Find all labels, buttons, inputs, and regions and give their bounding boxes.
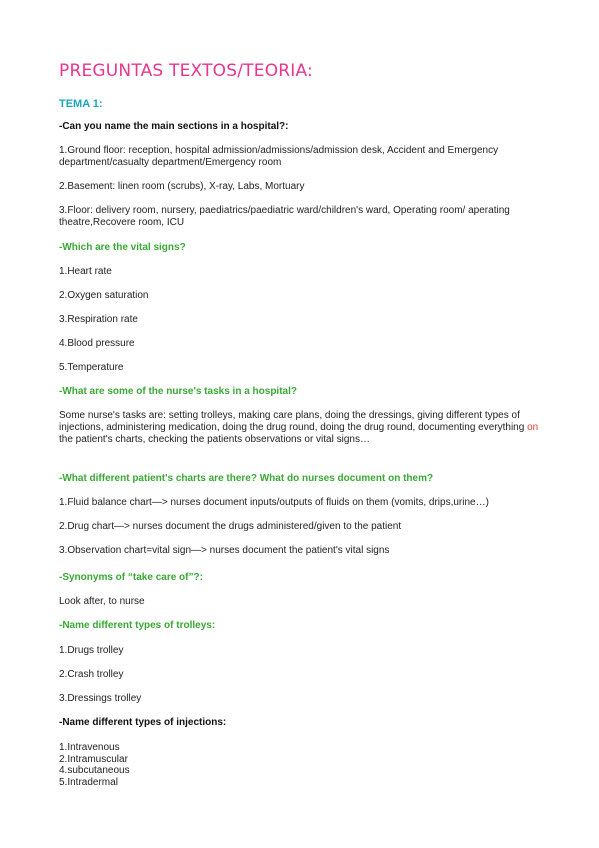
- answer-item: 5.Temperature: [59, 362, 124, 373]
- answer-item: 2.Oxygen saturation: [59, 290, 149, 301]
- question-synonyms: -Synonyms of “take care of”?:: [59, 572, 203, 583]
- question-main-sections: -Can you name the main sections in a hospital?:: [59, 121, 289, 132]
- page-title: PREGUNTAS TEXTOS/TEORIA:: [59, 61, 313, 81]
- answer-item: 1.Drugs trolley: [59, 645, 124, 656]
- answer-paragraph: 2.Basement: linen room (scrubs), X-ray, Labs, Mortuary: [59, 181, 305, 192]
- answer-item: 1.Fluid balance chart—> nurses document inputs/outputs of fluids on them (vomits, drips,urine…): [59, 497, 489, 508]
- question-injections: -Name different types of injections:: [59, 717, 227, 728]
- answer-item: 3.Observation chart=vital sign—> nurses document the patient's vital signs: [59, 545, 390, 556]
- answer-text: the patient's charts, checking the patients observations or vital signs…: [59, 434, 370, 445]
- question-trolleys: -Name different types of trolleys:: [59, 620, 216, 631]
- answer-text: Some nurse's tasks are: setting trolleys, making care plans, doing the dressings, giving different types of injections, administering medication, doing the drug round, doing the drug round, documenting everything: [59, 410, 528, 433]
- list-item: 5.Intradermal: [59, 777, 118, 789]
- answer-item: 1.Heart rate: [59, 266, 112, 277]
- answer-paragraph: [59, 410, 539, 446]
- highlighted-word: on: [527, 422, 539, 433]
- answer-paragraph: 1.Ground floor: reception, hospital admission/admissions/admission desk, Accident and Emergency department/casualty department/Emergency room: [59, 145, 499, 168]
- answer-item: 4.Blood pressure: [59, 338, 135, 349]
- answer-item: 3.Dressings trolley: [59, 693, 142, 704]
- list-item: 2.Intramuscular: [59, 753, 128, 765]
- answer-paragraph: 3.Floor: delivery room, nursery, paediatrics/paediatric ward/children's ward, Operating room/ aperating theatre,Recovere room, ICU: [59, 205, 510, 228]
- question-vital-signs: -Which are the vital signs?: [59, 242, 186, 253]
- answer-item: 3.Respiration rate: [59, 314, 138, 325]
- question-patient-charts: -What different patient's charts are there? What do nurses document on them?: [59, 473, 434, 484]
- injection-list: [59, 742, 130, 789]
- answer-item: Look after, to nurse: [59, 596, 145, 607]
- answer-item: 2.Drug chart—> nurses document the drugs administered/given to the patient: [59, 521, 402, 532]
- answer-item: 2.Crash trolley: [59, 669, 124, 680]
- list-item: 4.subcutaneous: [59, 765, 130, 777]
- question-nurse-tasks: -What are some of the nurse's tasks in a hospital?: [59, 386, 297, 397]
- section-heading: TEMA 1:: [59, 98, 103, 110]
- list-item: 1.Intravenous: [59, 742, 120, 753]
